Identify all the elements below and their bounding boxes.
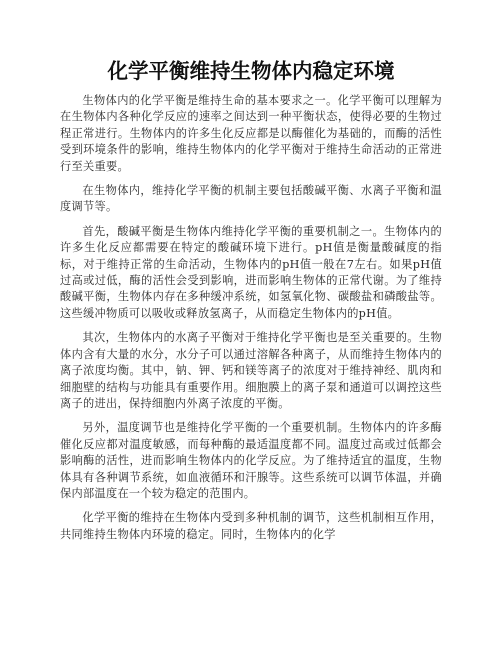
- paragraph-2: 在生物体内，维持化学平衡的机制主要包括酸碱平衡、水离子平衡和温度调节等。: [60, 184, 442, 214]
- document-title: 化学平衡维持生物体内稳定环境: [107, 59, 395, 83]
- paragraph-3: 首先，酸碱平衡是生物体内维持化学平衡的重要机制之一。生物体内的许多生化反应都需要在特定的酸碱环境下进行。pH值是衡量酸碱度的指标，对于维持正常的生命活动，生物体内的pH值一般在7左右。如果pH值过高或过低，酶的活性会受到影响，进而影响生物体的正常代谢。为了维持酸碱平衡，生物体内存在多种缓冲系统，如氢氧化物、碳酸盐和磷酸盐等。这些缓冲物质可以吸收或释放氢离子，从而稳定生物体内的pH值。: [60, 224, 442, 320]
- paragraph-4: 其次，生物体内的水离子平衡对于维持化学平衡也是至关重要的。生物体内含有大量的水分，水分子可以通过溶解各种离子，从而维持生物体内的离子浓度均衡。其中，钠、钾、钙和镁等离子的浓度对于维持神经、肌肉和细胞壁的结构与功能具有重要作用。细胞膜上的离子泵和通道可以调控这些离子的进出，保持细胞内外离子浓度的平衡。: [60, 331, 442, 410]
- paragraph-5: 另外，温度调节也是维持化学平衡的一个重要机制。生物体内的许多酶催化反应都对温度敏感，而每种酶的最适温度都不同。温度过高或过低都会影响酶的活性，进而影响生物体内的化学反应。为了维持适宜的温度，生物体具有各种调节系统，如血液循环和汗腺等。这些系统可以调节体温，并确保内部温度在一个较为稳定的范围内。: [60, 421, 442, 500]
- paragraph-6: 化学平衡的维持在生物体内受到多种机制的调节，这些机制相互作用，共同维持生物体内环境的稳定。同时，生物体内的化学: [60, 511, 442, 541]
- paragraph-1: 生物体内的化学平衡是维持生命的基本要求之一。化学平衡可以理解为在生物体内各种化学反应的速率之间达到一种平衡状态，使得必要的生物过程正常进行。生物体内的许多生化反应都是以酶催化为基础的，而酶的活性受到环境条件的影响，维持生物体内的化学平衡对于维持生命活动的正常进行至关重要。: [60, 94, 442, 173]
